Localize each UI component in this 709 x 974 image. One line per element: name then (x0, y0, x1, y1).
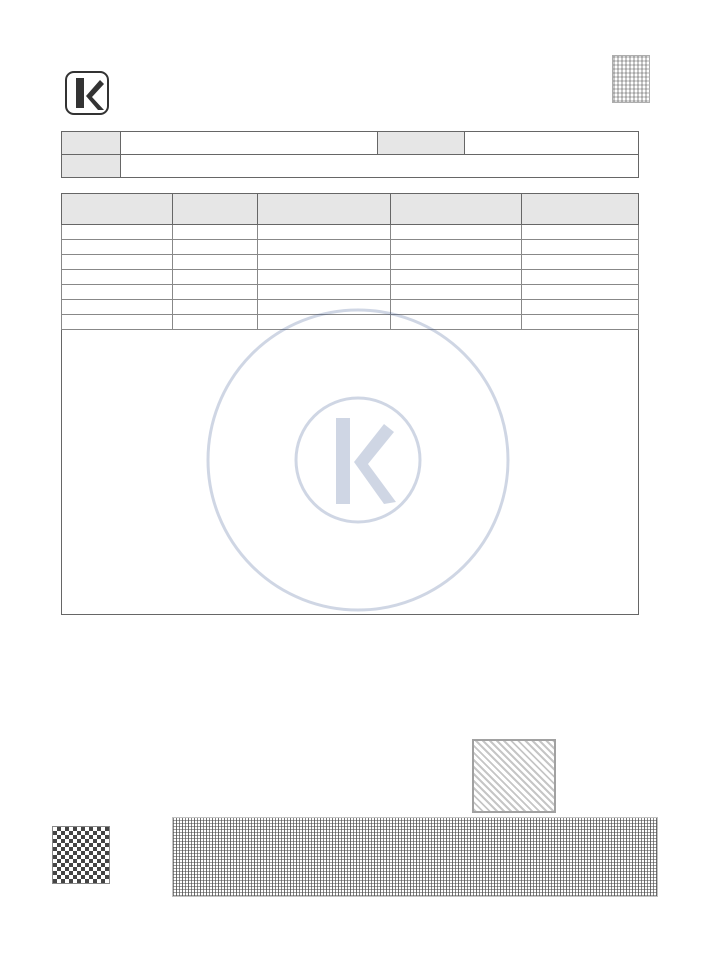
row-registration-number (62, 300, 173, 315)
row-capacity-value (258, 285, 391, 300)
association-seal-watermark (198, 300, 518, 620)
table-row (62, 240, 639, 255)
official-stamp (472, 739, 556, 813)
row-business-type (173, 285, 258, 300)
row-regional-rank (391, 240, 522, 255)
row-capacity-value (258, 270, 391, 285)
rank-table-header (62, 194, 639, 225)
verification-code (52, 826, 110, 884)
row-national-rank (522, 315, 639, 330)
row-national-rank (522, 225, 639, 240)
row-registration-number (62, 315, 173, 330)
row-regional-rank (391, 285, 522, 300)
table-row (62, 285, 639, 300)
row-business-type (173, 270, 258, 285)
row-business-type (173, 255, 258, 270)
row-business-type (173, 225, 258, 240)
row-capacity-value (258, 225, 391, 240)
row-regional-rank (391, 270, 522, 285)
row-national-rank (522, 270, 639, 285)
col-regional-rank (391, 194, 522, 225)
table-row (62, 255, 639, 270)
row-registration-number (62, 225, 173, 240)
representative (465, 132, 639, 155)
row-national-rank (522, 285, 639, 300)
company-info-table (61, 131, 639, 178)
row-capacity-value (258, 240, 391, 255)
security-barcode (172, 817, 658, 897)
company-name (121, 132, 378, 155)
row-regional-rank (391, 225, 522, 240)
col-registration-number (62, 194, 173, 225)
col-business-type (173, 194, 258, 225)
company-name-label (62, 132, 121, 155)
row-national-rank (522, 255, 639, 270)
row-registration-number (62, 270, 173, 285)
col-national-rank (522, 194, 639, 225)
table-row (62, 270, 639, 285)
row-national-rank (522, 300, 639, 315)
kosca-logo (64, 70, 110, 116)
row-regional-rank (391, 255, 522, 270)
row-national-rank (522, 240, 639, 255)
security-pattern-top (612, 55, 650, 103)
address (121, 155, 639, 178)
row-registration-number (62, 255, 173, 270)
row-registration-number (62, 285, 173, 300)
col-capacity-value (258, 194, 391, 225)
row-registration-number (62, 240, 173, 255)
row-business-type (173, 240, 258, 255)
address-label (62, 155, 121, 178)
representative-label (378, 132, 465, 155)
row-capacity-value (258, 255, 391, 270)
table-row (62, 225, 639, 240)
